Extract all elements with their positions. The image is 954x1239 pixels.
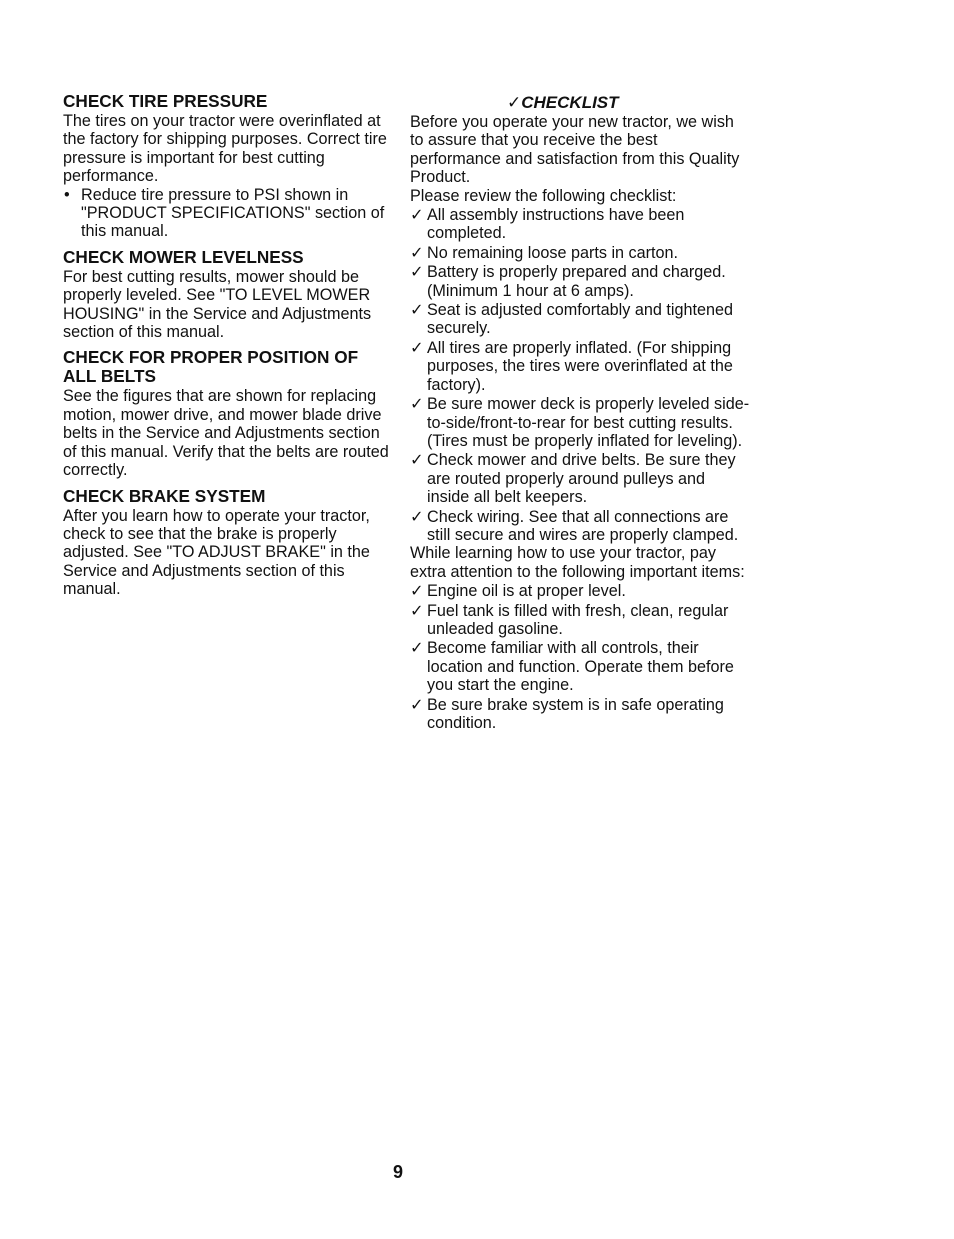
checklist-item-text: Check wiring. See that all connections are still secure and wires are properly clamped.	[427, 507, 739, 544]
section-mower-levelness	[63, 248, 395, 342]
check-icon: ✓	[410, 206, 424, 225]
heading-belts: CHECK FOR PROPER POSITION OF ALL BELTS	[63, 347, 359, 387]
left-column	[63, 92, 395, 606]
learning-item	[410, 696, 750, 733]
check-icon: ✓	[410, 395, 424, 414]
check-icon: ✓	[410, 507, 424, 526]
checklist-item-text: No remaining loose parts in carton.	[427, 243, 679, 262]
checklist-item-text: Check mower and drive belts. Be sure they are routed properly around pulleys and inside all belt keepers.	[427, 451, 736, 507]
check-icon: ✓	[410, 639, 424, 658]
check-icon: ✓	[410, 695, 424, 714]
check-icon: ✓	[410, 601, 424, 620]
belts-text: See the figures that are shown for replacing motion, mower drive, and mower blade drive belts in the Service and Adjustments section of this manual. Verify that the belts are routed correctly.	[63, 387, 389, 480]
section-brake-system	[63, 487, 395, 599]
check-icon: ✓	[410, 451, 424, 470]
learning-item	[410, 582, 750, 600]
right-column	[410, 92, 750, 732]
checklist-item-text: Seat is adjusted comfortably and tightened securely.	[427, 301, 733, 338]
checklist-item	[410, 206, 750, 243]
check-icon: ✓	[410, 301, 424, 320]
checklist-item-text: Battery is properly prepared and charged. (Minimum 1 hour at 6 amps).	[427, 263, 726, 300]
learning-item	[410, 639, 750, 694]
learning-item-text: Engine oil is at proper level.	[427, 582, 626, 601]
mower-levelness-text: For best cutting results, mower should be properly leveled. See "TO LEVEL MOWER HOUSING" in the Service and Adjustments section of this manual.	[63, 267, 372, 342]
checklist-review-line: Please review the following checklist:	[410, 186, 677, 205]
brake-system-text: After you learn how to operate your tractor, check to see that the brake is properly adjusted. See "TO ADJUST BRAKE" in the Service and Adjustments section of this manual.	[63, 506, 370, 599]
tire-pressure-bullet	[63, 186, 395, 241]
checklist-item	[410, 451, 750, 506]
page-number: 9	[392, 1162, 403, 1182]
checklist-item	[410, 508, 750, 545]
check-icon: ✓	[410, 582, 424, 601]
checklist-item	[410, 263, 750, 300]
learning-item	[410, 602, 750, 639]
heading-brake-system: CHECK BRAKE SYSTEM	[63, 485, 266, 506]
checklist-intro: Before you operate your new tractor, we wish to assure that you receive the best performance and satisfaction from this Quality Product.	[410, 113, 740, 187]
learning-item-text: Be sure brake system is in safe operating condition.	[427, 695, 724, 732]
heading-mower-levelness: CHECK MOWER LEVELNESS	[63, 246, 304, 267]
section-tire-pressure	[63, 92, 395, 241]
checklist-item	[410, 301, 750, 338]
check-icon: ✓	[410, 243, 424, 262]
checklist-item-text: All tires are properly inflated. (For shipping purposes, the tires were overinflated at the factory).	[427, 338, 733, 394]
tire-pressure-text: The tires on your tractor were overinflated at the factory for shipping purposes. Correct tire pressure is important for best cutting performance.	[63, 112, 387, 186]
tire-pressure-bullet-text: Reduce tire pressure to PSI shown in "PRODUCT SPECIFICATIONS" section of this manual.	[81, 185, 385, 241]
learning-item-text: Fuel tank is filled with fresh, clean, regular unleaded gasoline.	[427, 601, 729, 638]
checklist-item-text: All assembly instructions have been completed.	[427, 206, 685, 243]
check-icon: ✓	[410, 263, 424, 282]
checklist-item-text: Be sure mower deck is properly leveled side-to-side/front-to-rear for best cutting results. (Tires must be properly inflated for leveling).	[427, 395, 750, 450]
checklist-item	[410, 244, 750, 262]
checklist-item	[410, 395, 750, 450]
checklist-item	[410, 339, 750, 394]
checklist-title: ✓CHECKLIST	[507, 93, 619, 112]
heading-tire-pressure: CHECK TIRE PRESSURE	[63, 91, 268, 111]
section-belts	[63, 348, 395, 479]
learning-item-text: Become familiar with all controls, their location and function. Operate them before you start the engine.	[427, 639, 734, 695]
learning-intro: While learning how to use your tractor, pay extra attention to the following important items:	[410, 544, 745, 581]
bullet-mark: •	[64, 185, 70, 204]
check-icon: ✓	[410, 338, 424, 357]
